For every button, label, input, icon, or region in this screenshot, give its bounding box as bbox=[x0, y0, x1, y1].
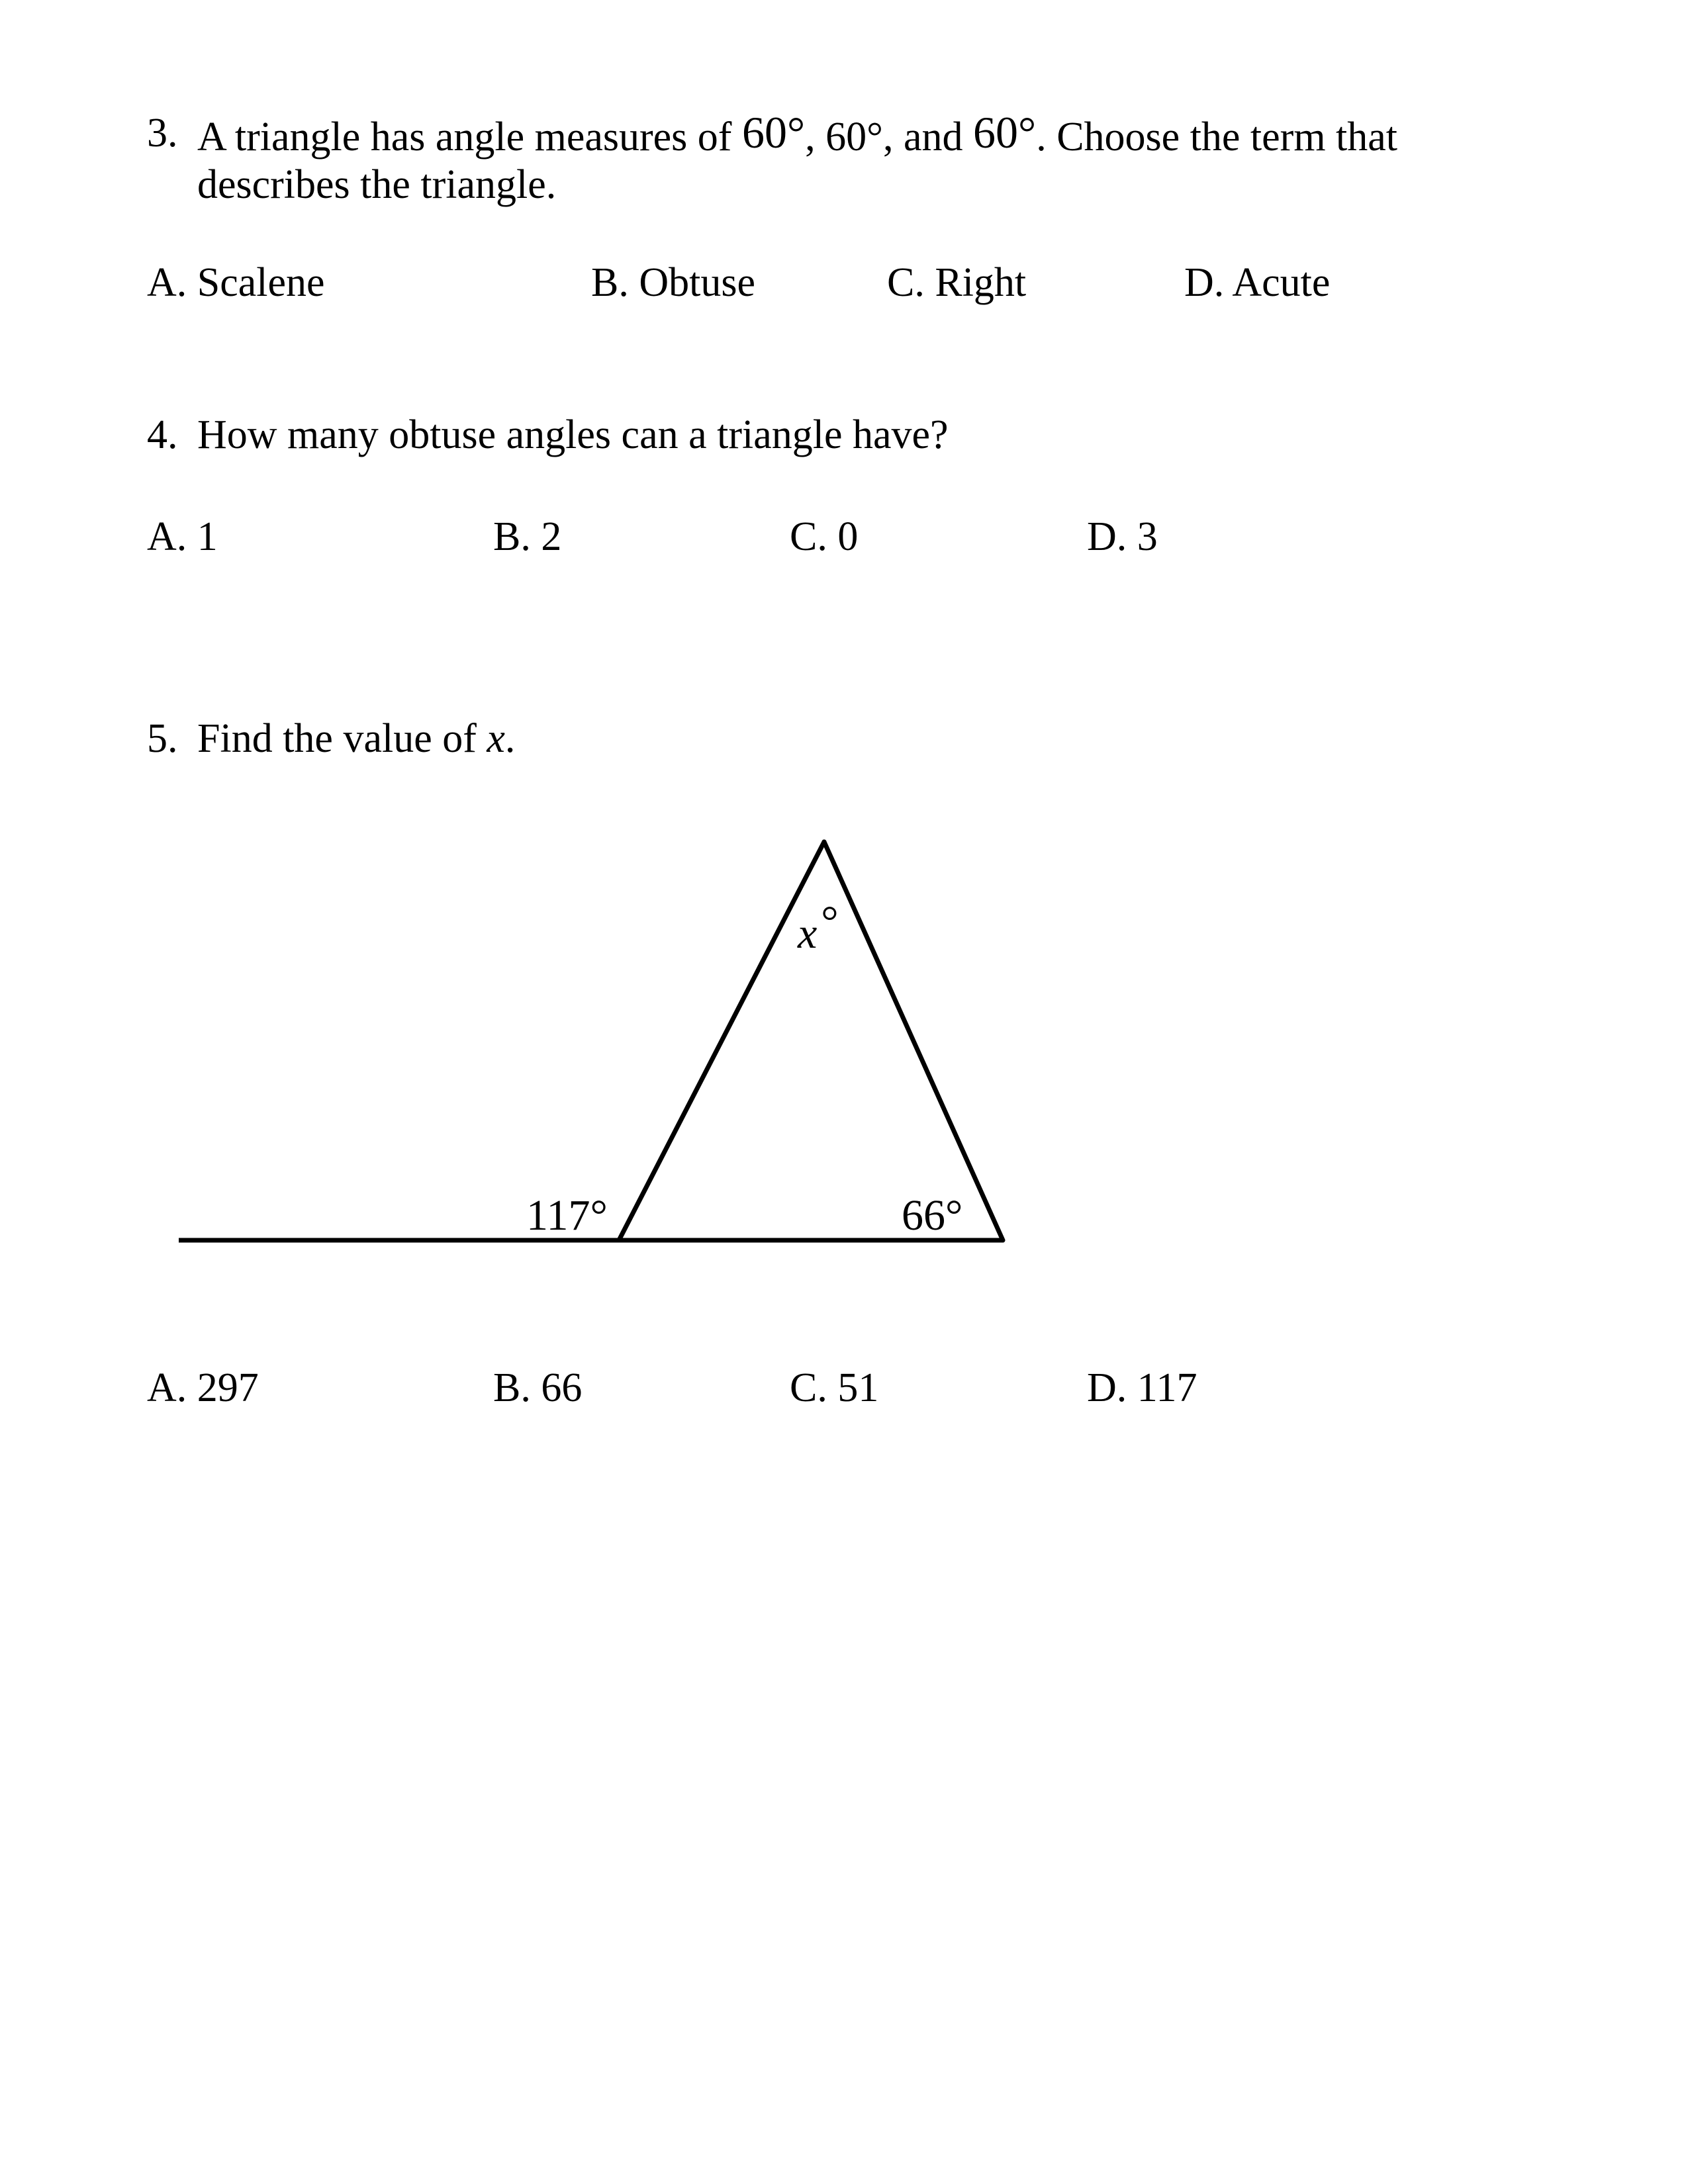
q3-angle-1: 60° bbox=[741, 107, 806, 158]
apex-angle-var: x bbox=[798, 909, 818, 958]
apex-angle-label bbox=[798, 897, 839, 958]
triangle-right-side bbox=[824, 842, 1003, 1240]
base-right-angle-label: 66° bbox=[902, 1191, 963, 1240]
q3-sep-1: , bbox=[805, 114, 816, 159]
q5-choice-a[interactable]: A. 297 bbox=[147, 1365, 259, 1410]
q5-number: 5. bbox=[147, 716, 178, 761]
q5-choice-b[interactable]: B. 66 bbox=[493, 1365, 583, 1410]
q5-choice-d[interactable]: D. 117 bbox=[1087, 1365, 1197, 1410]
q4-choice-c[interactable]: C. 0 bbox=[790, 514, 859, 559]
q3-stem-text-a: A triangle has angle measures of bbox=[197, 114, 732, 159]
triangle-left-side bbox=[619, 842, 824, 1240]
q4-stem: How many obtuse angles can a triangle have? bbox=[197, 412, 949, 457]
q4-choice-d[interactable]: D. 3 bbox=[1087, 514, 1158, 559]
exterior-angle-label: 117° bbox=[526, 1191, 608, 1240]
q3-angle-3: 60° bbox=[972, 107, 1037, 158]
q5-stem-var: x bbox=[487, 716, 505, 761]
q5-choice-c[interactable]: C. 51 bbox=[790, 1365, 879, 1410]
q3-sep-2: , and bbox=[882, 114, 963, 159]
q3-choice-a[interactable]: A. Scalene bbox=[147, 260, 325, 305]
q3-stem-text-b: . Choose the term that bbox=[1036, 114, 1398, 159]
q3-angle-2: 60° bbox=[825, 114, 883, 159]
q4-number: 4. bbox=[147, 412, 178, 457]
q5-stem-text-b: . bbox=[504, 716, 516, 761]
q3-number: 3. bbox=[147, 111, 178, 156]
q5-stem-text-a: Find the value of bbox=[197, 716, 477, 761]
q3-choice-d[interactable]: D. Acute bbox=[1184, 260, 1331, 305]
q3-choice-b[interactable]: B. Obtuse bbox=[591, 260, 755, 305]
q4-choice-a[interactable]: A. 1 bbox=[147, 514, 218, 559]
apex-angle-degree: ° bbox=[821, 897, 839, 946]
q3-stem-line2: describes the triangle. bbox=[197, 162, 557, 207]
q4-choice-b[interactable]: B. 2 bbox=[493, 514, 562, 559]
q3-choice-c[interactable]: C. Right bbox=[887, 260, 1027, 305]
